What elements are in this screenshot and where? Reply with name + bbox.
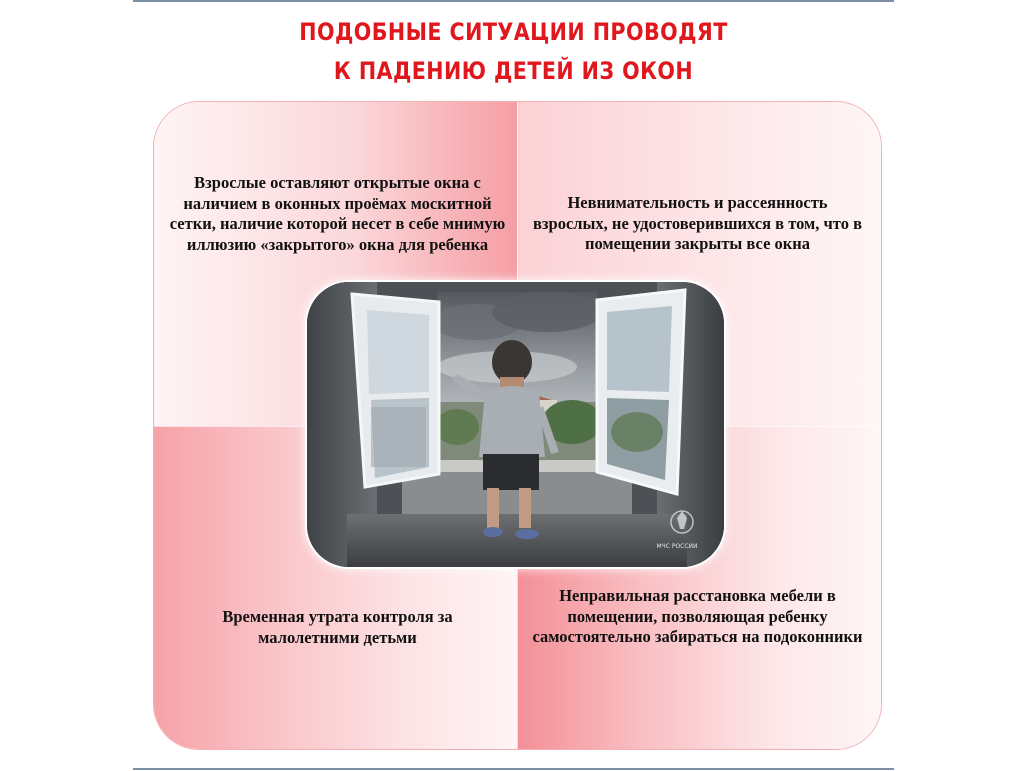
- page-title-line-2: К ПАДЕНИЮ ДЕТЕЙ ИЗ ОКОН: [333, 57, 694, 85]
- reason-loss-of-control: Временная утрата контроля за малолетними детьми: [222, 607, 453, 647]
- reason-open-window-mosquito-net: Взрослые оставляют открытые окна с наличием в оконных проёмах москитной сетки, наличие которой несет в себе мнимую иллюзию «закрытого» окна для ребенка: [169, 173, 506, 254]
- watermark-text: МЧС РОССИИ: [656, 543, 698, 550]
- top-rule: [133, 0, 894, 2]
- reason-furniture-placement: Неправильная расстановка мебели в помещении, позволяющая ребенку самостоятельно забираться на подоконники: [532, 586, 863, 646]
- bottom-rule: [133, 768, 894, 770]
- reason-inattentive-adults: Невнимательность и рассеянность взрослых, не удостоверившихся в том, что в помещении закрыты все окна: [533, 193, 862, 253]
- child-at-open-window-photo: [305, 280, 726, 569]
- page-title-line-1: ПОДОБНЫЕ СИТУАЦИИ ПРОВОДЯТ: [299, 18, 728, 46]
